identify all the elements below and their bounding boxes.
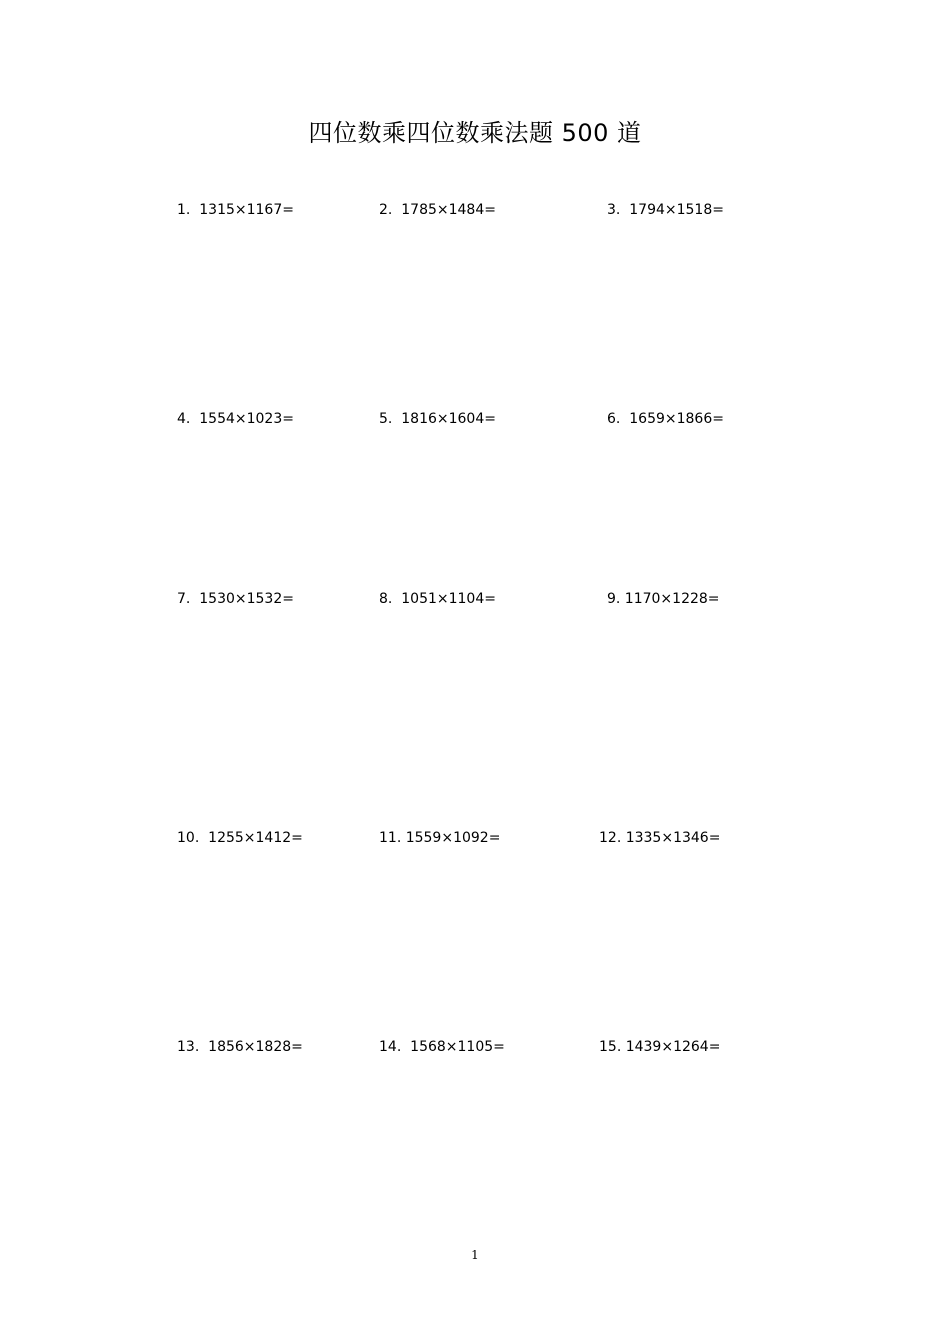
problem-item: 13. 1856×1828= bbox=[177, 1039, 303, 1055]
problem-item: 12. 1335×1346= bbox=[599, 830, 721, 846]
problem-item: 10. 1255×1412= bbox=[177, 830, 303, 846]
problem-item: 8. 1051×1104= bbox=[379, 591, 496, 607]
problem-item: 9. 1170×1228= bbox=[607, 591, 720, 607]
problem-item: 15. 1439×1264= bbox=[599, 1039, 721, 1055]
problem-item: 3. 1794×1518= bbox=[607, 202, 724, 218]
problem-item: 4. 1554×1023= bbox=[177, 411, 294, 427]
problem-item: 2. 1785×1484= bbox=[379, 202, 496, 218]
problem-item: 6. 1659×1866= bbox=[607, 411, 724, 427]
page-number: 1 bbox=[471, 1248, 479, 1262]
problem-item: 5. 1816×1604= bbox=[379, 411, 496, 427]
problem-item: 11. 1559×1092= bbox=[379, 830, 501, 846]
page-title: 四位数乘四位数乘法题 500 道 bbox=[308, 119, 642, 147]
problem-item: 1. 1315×1167= bbox=[177, 202, 294, 218]
problem-item: 7. 1530×1532= bbox=[177, 591, 294, 607]
problem-item: 14. 1568×1105= bbox=[379, 1039, 505, 1055]
